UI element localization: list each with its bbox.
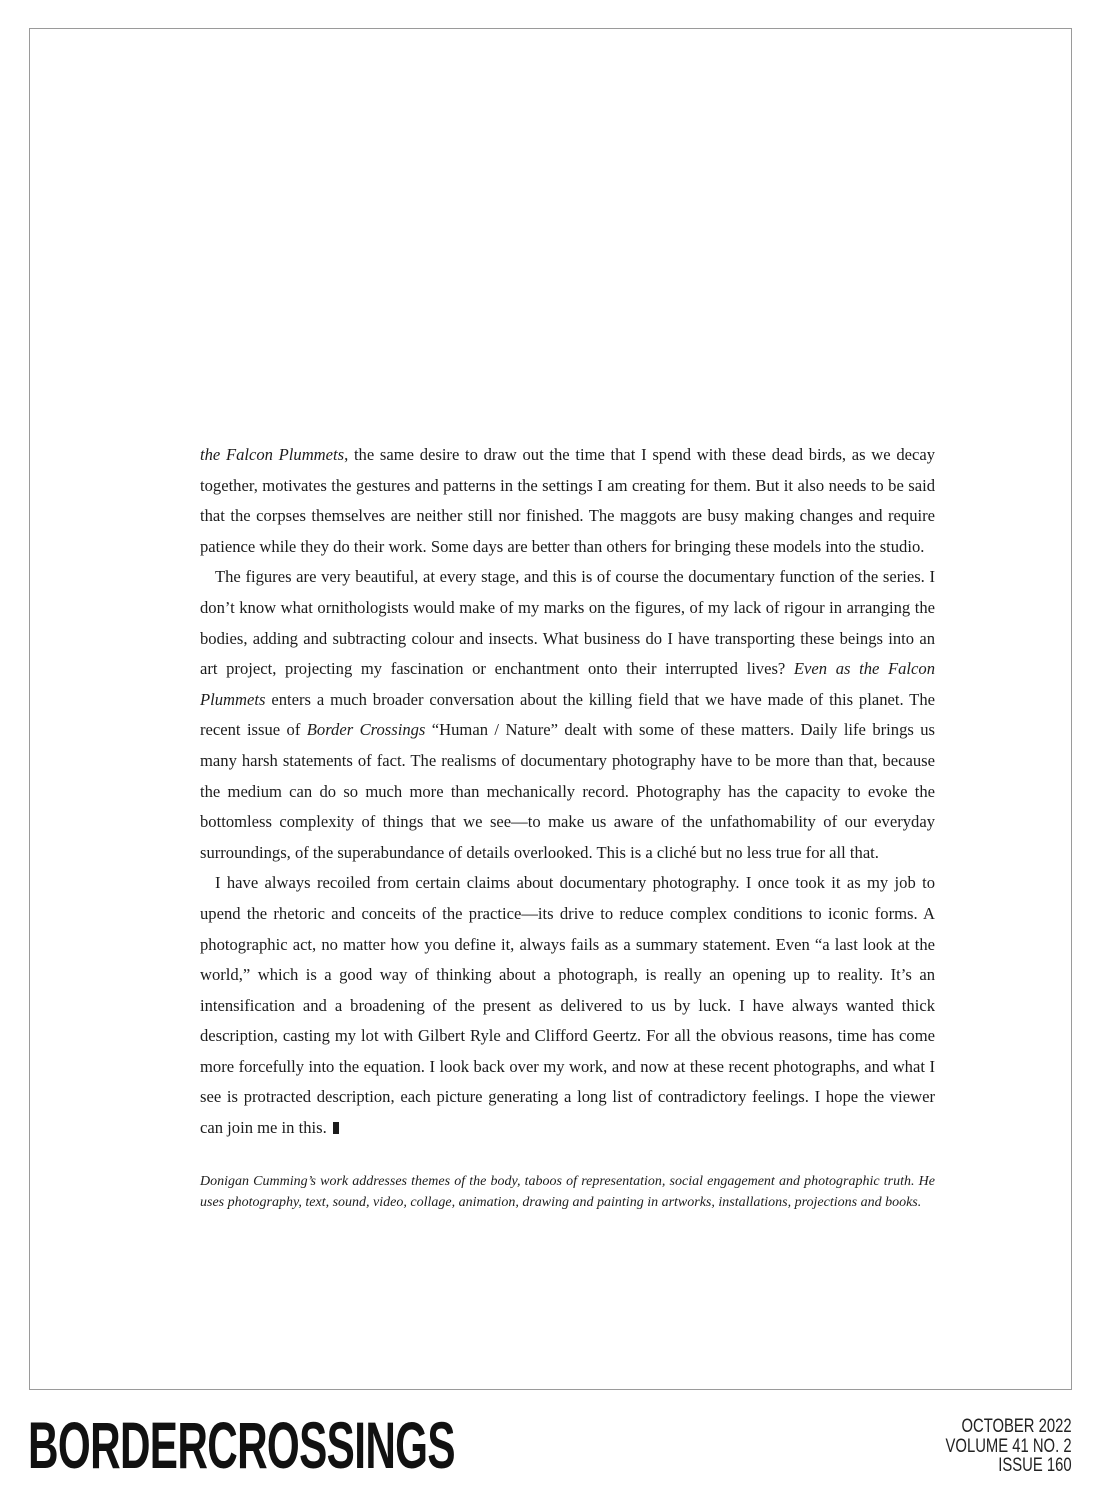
paragraph-text: The figures are very beautiful, at every stage, and this is of course the documentary function of the series. I don’t know what ornithologists would make of my marks on the figures, of my lack of rigour in arranging the bodies, adding and subtracting colour and insects. What business do I have transporting these beings into an art project, projecting my fascination or enchantment onto their interrupted lives? xyxy=(200,567,935,679)
paragraph-text: enters a much broader conversation about the killing field that we have made of this planet. The recent issue of xyxy=(200,689,935,740)
paragraph-text: I have always recoiled from certain claims about documentary photography. I once took it as my job to upend the rhetoric and conceits of the practice—its drive to reduce complex conditions to iconic forms. A photographic act, no matter how you define it, always fails as a summary statement. Even “a last look at the world,” which is a good way of thinking about a photograph, is really an opening up to reality. It’s an intensification and a broadening of the present as delivered to us by luck. I have always wanted thick description, casting my lot with Gilbert Ryle and Clifford Geertz. For all the obvious reasons, time has come more forcefully into the equation. I look back over my work, and now at these recent photographs, and what I see is protracted description, each picture generating a long list of contradictory feelings. I hope the viewer can join me in this. xyxy=(200,873,935,1138)
issue-info xyxy=(910,1417,1072,1476)
article-body xyxy=(200,440,935,1213)
paragraph-2 xyxy=(200,562,935,868)
paragraph-text: “Human / Nature” dealt with some of these matters. Daily life brings us many harsh statements of fact. The realisms of documentary photography have to be more than that, because the medium can do so much more than mechanically record. Photography has the capacity to evoke the bottomless complexity of things that we see—to make us aware of the unfathomability of our everyday surroundings, of the superabundance of details overlooked. This is a cliché but no less true for all that. xyxy=(200,720,935,862)
artwork-title: Even as the Falcon Plummets xyxy=(200,659,935,709)
paragraph-1 xyxy=(200,440,935,562)
issue-date: OCTOBER 2022 xyxy=(961,1416,1072,1437)
issue-volume: VOLUME 41 NO. 2 xyxy=(945,1435,1072,1457)
issue-number: ISSUE 160 xyxy=(998,1455,1072,1476)
artwork-title: the Falcon Plummets xyxy=(200,445,345,464)
magazine-masthead: BORDERCROSSINGS xyxy=(28,1408,455,1482)
paragraph-text: , the same desire to draw out the time that I spend with these dead birds, as we decay together, motivates the gestures and patterns in the settings I am creating for them. But it also needs to be said that the corpses themselves are neither still nor finished. The maggots are busy making changes and require patience while they do their work. Some days are better than others for bringing these models into the studio. xyxy=(200,445,936,556)
paragraph-3 xyxy=(200,868,935,1143)
magazine-title: Border Crossings xyxy=(306,720,426,740)
author-bio: Donigan Cumming’s work addresses themes of the body, taboos of representation, social engagement and photographic truth. He uses photography, text, sound, video, collage, animation, drawing and painting in artworks, installations, projections and books. xyxy=(200,1173,935,1210)
end-of-article-mark xyxy=(333,1122,339,1134)
